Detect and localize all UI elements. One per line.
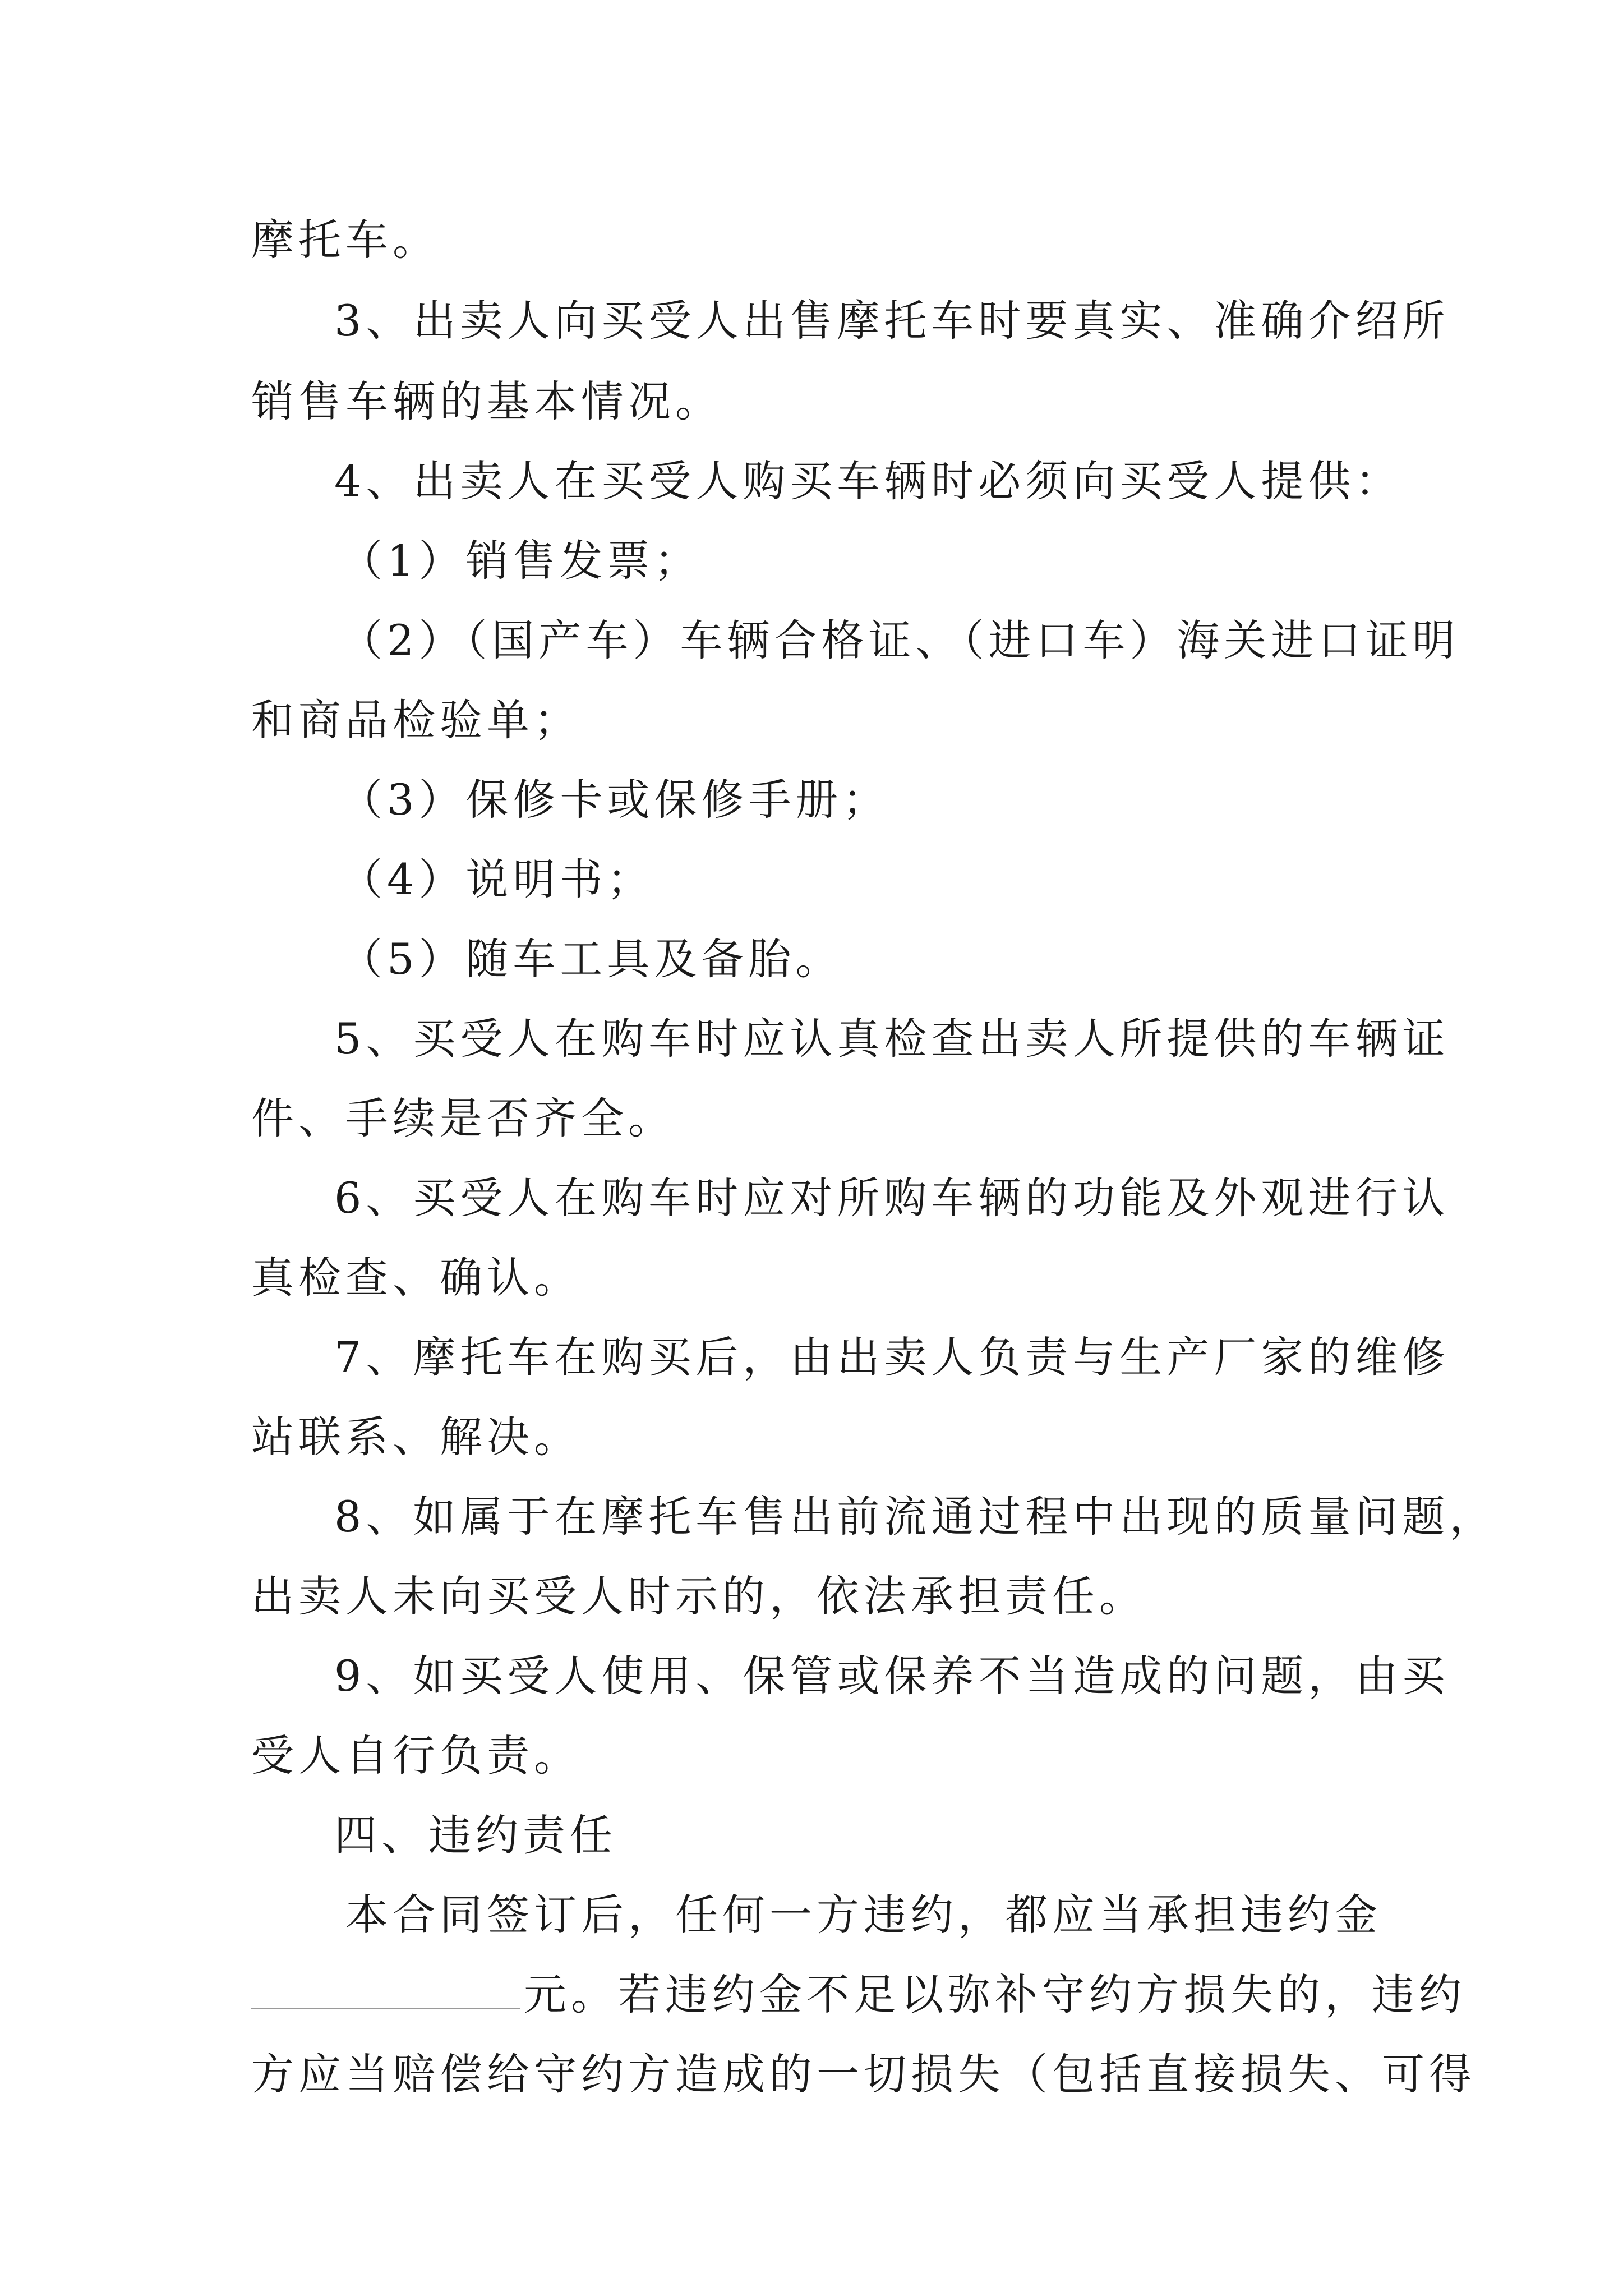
text-line: 本合同签订后，任何一方违约，都应当承担违约金 <box>345 1890 1382 1940</box>
text-line: （4）说明书； <box>340 854 654 904</box>
text-line: 7、摩托车在购买后，由出卖人负责与生产厂家的维修 <box>334 1332 1450 1382</box>
text-line: 8、如属于在摩托车售出前流通过程中出现的质量问题， <box>334 1492 1497 1542</box>
text-line: 摩托车。 <box>251 215 440 265</box>
text-line: （5）随车工具及备胎。 <box>340 934 843 984</box>
text-line: 出卖人未向买受人时示的，依法承担责任。 <box>251 1571 1146 1621</box>
text-line: 件、手续是否齐全。 <box>251 1093 675 1143</box>
text-line: 真检查、确认。 <box>251 1253 581 1303</box>
text-line: 方应当赔偿给守约方造成的一切损失（包括直接损失、可得 <box>251 2049 1476 2099</box>
text-line: 站联系、解决。 <box>251 1412 581 1462</box>
text-line: 5、买受人在购车时应认真检查出卖人所提供的车辆证 <box>334 1014 1450 1064</box>
text-line: 和商品检验单； <box>251 695 581 745</box>
text-line: 受人自行负责。 <box>251 1731 581 1780</box>
text-line: 4、出卖人在买受人购买车辆时必须向买受人提供： <box>334 456 1403 506</box>
text-line: 3、出卖人向买受人出售摩托车时要真实、准确介绍所 <box>334 296 1450 346</box>
text-line: （2）（国产车）车辆合格证、（进口车）海关进口证明 <box>340 615 1460 665</box>
text-line: （1）销售发票； <box>340 536 702 586</box>
text-line: 销售车辆的基本情况。 <box>251 376 722 426</box>
amount-blank-line <box>251 1966 520 2009</box>
text-line-rest: 元。若违约金不足以弥补守约方损失的，违约 <box>524 1970 1466 2019</box>
text-line: 9、如买受人使用、保管或保养不当造成的问题，由买 <box>334 1651 1450 1701</box>
section-heading: 四、违约责任 <box>334 1810 617 1860</box>
text-line: 6、买受人在购车时应对所购车辆的功能及外观进行认 <box>334 1173 1450 1223</box>
text-line-with-blank <box>251 1961 1466 2028</box>
text-line: （3）保修卡或保修手册； <box>340 775 890 825</box>
